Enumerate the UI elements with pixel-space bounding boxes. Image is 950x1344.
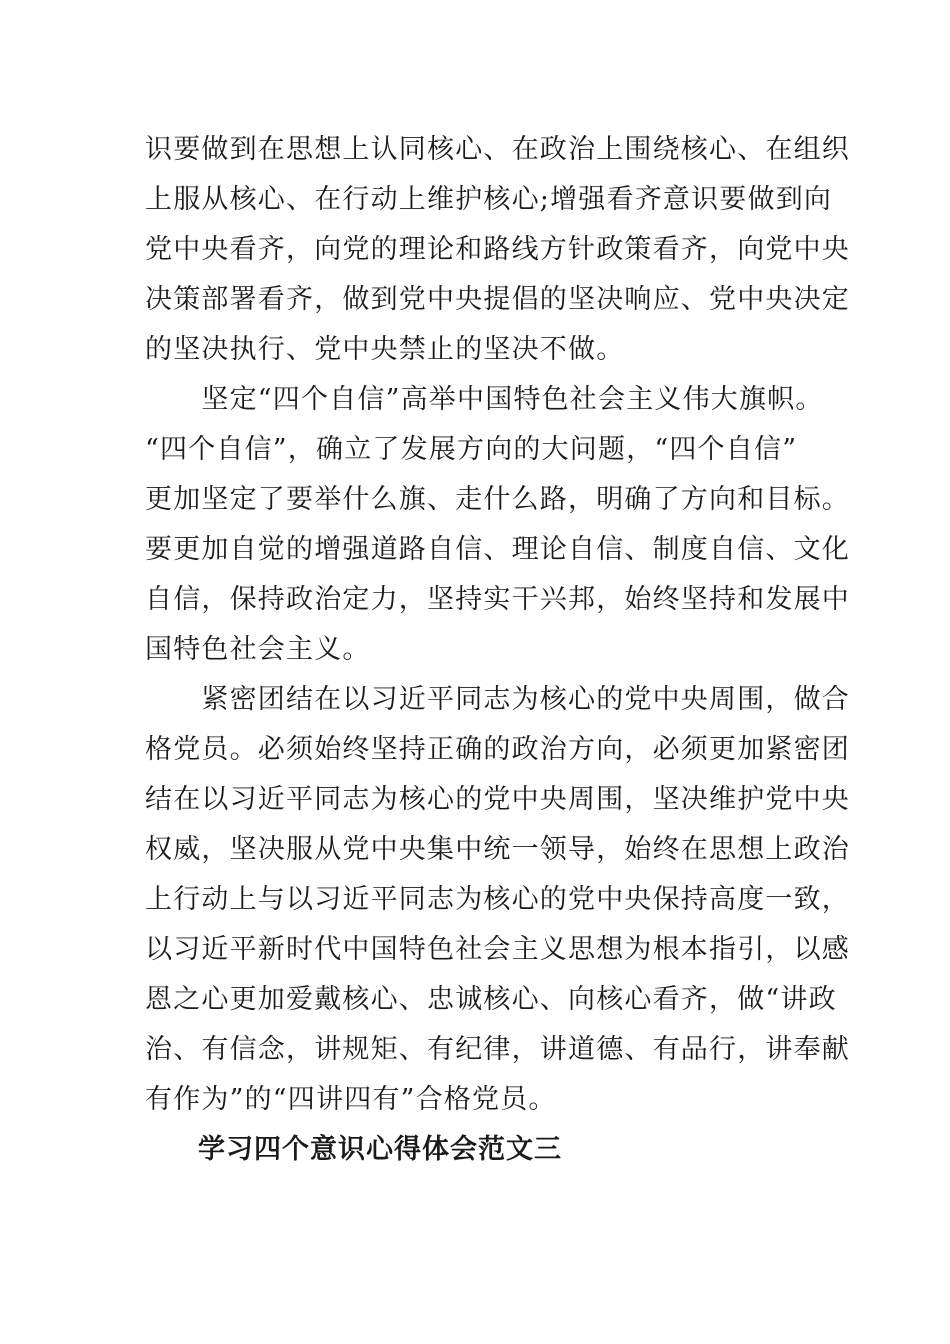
body-text-line: 自信，保持政治定力，坚持实干兴邦，始终坚持和发展中: [145, 584, 850, 615]
body-text-line: 权威，坚决服从党中央集中统一领导，始终在思想上政治: [145, 834, 850, 865]
body-text-line: 的坚决执行、党中央禁止的坚决不做。: [145, 334, 625, 365]
body-text-line: 格党员。必须始终坚持正确的政治方向，必须更加紧密团: [145, 734, 850, 765]
body-text-line: 上行动上与以习近平同志为核心的党中央保持高度一致，: [145, 884, 850, 915]
body-text-line: 更加坚定了要举什么旗、走什么路，明确了方向和目标。: [145, 484, 850, 515]
body-text-line: 坚定“四个自信”高举中国特色社会主义伟大旗帜。: [145, 384, 824, 415]
body-text-line: 识要做到在思想上认同核心、在政治上围绕核心、在组织: [145, 134, 850, 165]
section-heading: 学习四个意识心得体会范文三: [198, 1134, 562, 1165]
body-text-line: 上服从核心、在行动上维护核心;增强看齐意识要做到向: [145, 184, 833, 215]
body-text-line: 治、有信念，讲规矩、有纪律，讲道德、有品行，讲奉献: [145, 1034, 850, 1065]
body-text-line: 党中央看齐，向党的理论和路线方针政策看齐，向党中央: [145, 234, 850, 265]
body-text-line: 紧密团结在以习近平同志为核心的党中央周围，做合: [145, 684, 850, 715]
body-text-line: 以习近平新时代中国特色社会主义思想为根本指引，以感: [145, 934, 850, 965]
body-text-line: “四个自信”，确立了发展方向的大问题，“四个自信”: [145, 434, 798, 465]
body-text-line: 国特色社会主义。: [145, 634, 371, 665]
body-text-line: 要更加自觉的增强道路自信、理论自信、制度自信、文化: [145, 534, 850, 565]
body-text-line: 有作为”的“四讲四有”合格党员。: [145, 1084, 557, 1115]
body-text-line: 决策部署看齐，做到党中央提倡的坚决响应、党中央决定: [145, 284, 850, 315]
body-text-line: 结在以习近平同志为核心的党中央周围，坚决维护党中央: [145, 784, 850, 815]
body-text-line: 恩之心更加爱戴核心、忠诚核心、向核心看齐，做“讲政: [145, 984, 837, 1015]
